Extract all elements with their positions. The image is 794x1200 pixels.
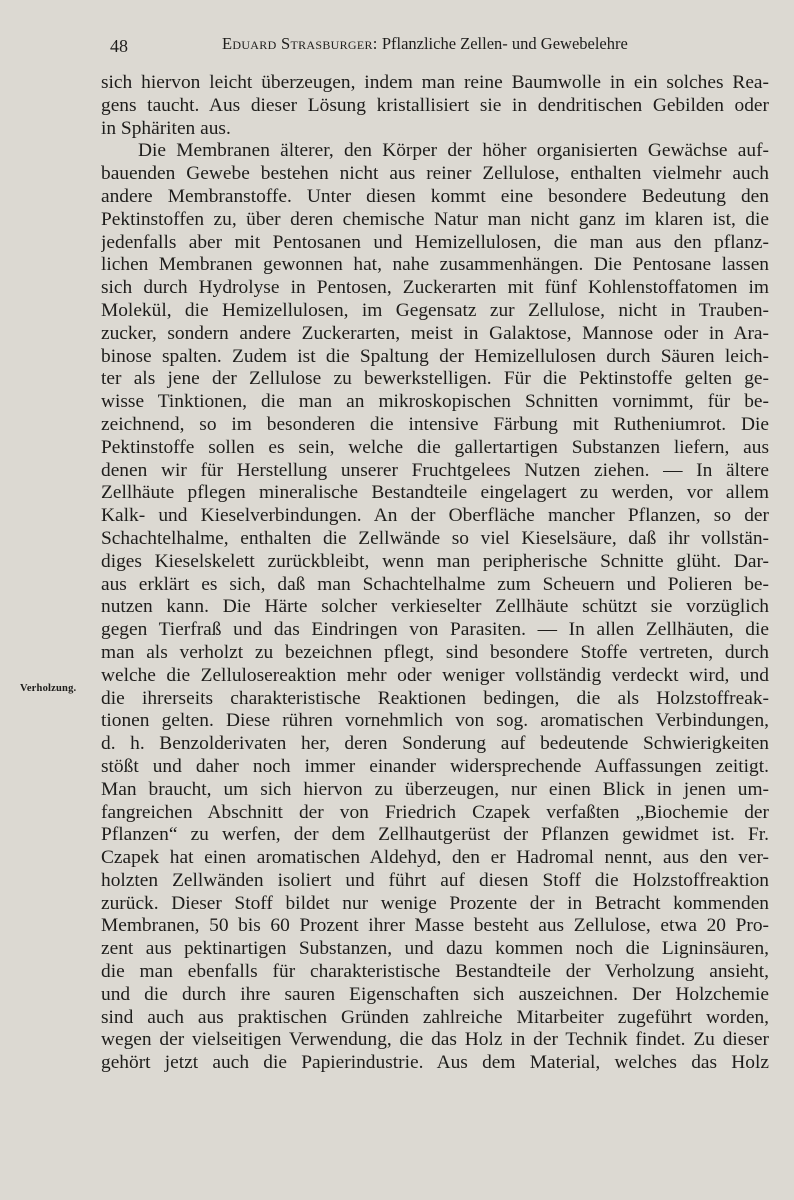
page-number: 48 bbox=[110, 36, 128, 56]
text-line: ter als jene der Zellulose zu bewerkstelligen. Für die Pektinstoffe gelten ge- bbox=[101, 368, 769, 390]
text-line: d. h. Benzolderivaten her, deren Sonderung auf bedeutende Schwierigkeiten bbox=[101, 733, 769, 755]
text-line: Molekül, die Hemizellulosen, im Gegensatz zur Zellulose, nicht in Trauben- bbox=[101, 299, 769, 321]
text-line: Schachtelhalme, enthalten die Zellwände so viel Kieselsäure, daß ihr vollstän- bbox=[101, 527, 769, 549]
text-line: sich hiervon leicht überzeugen, indem man reine Baumwolle in ein solches Rea- bbox=[101, 72, 769, 93]
text-line: gens taucht. Aus dieser Lösung kristallisiert sie in dendritischen Gebilden oder bbox=[101, 94, 769, 116]
text-line: nutzen kann. Die Härte solcher verkieselter Zellhäute schützt sie vorzüglich bbox=[101, 596, 769, 618]
text-line: andere Membranstoffe. Unter diesen kommt eine besondere Bedeutung den bbox=[101, 185, 769, 207]
running-header bbox=[110, 34, 770, 58]
text-line: Czapek hat einen aromatischen Aldehyd, den er Hadromal nennt, aus den ver- bbox=[101, 847, 769, 869]
text-line: diges Kieselskelett zurückbleibt, wenn man peripherische Schnitte glüht. Dar- bbox=[101, 550, 769, 572]
text-line: stößt und daher noch immer einander widersprechende Auffassungen zeitigt. bbox=[101, 755, 769, 777]
text-line: Zellhäute pflegen mineralische Bestandteile eingelagert zu werden, vor allem bbox=[101, 482, 769, 504]
text-line: zeichnend, so im besonderen die intensive Färbung mit Rutheniumrot. Die bbox=[101, 413, 769, 435]
text-line: lichen Membranen gewonnen hat, nahe zusammenhängen. Die Pentosane lassen bbox=[101, 254, 769, 276]
text-line: sich durch Hydrolyse in Pentosen, Zuckerarten mit fünf Kohlenstoffatomen im bbox=[101, 277, 769, 299]
text-line: gegen Tierfraß und das Eindringen von Parasiten. — In allen Zellhäuten, die bbox=[101, 619, 769, 641]
text-line: fangreichen Abschnitt der von Friedrich Czapek verfaßten „Biochemie der bbox=[101, 801, 769, 823]
text-line: gehört jetzt auch die Papierindustrie. Aus dem Material, welches das Holz bbox=[101, 1052, 769, 1074]
running-title bbox=[222, 34, 628, 54]
text-line: wisse Tinktionen, die man an mikroskopischen Schnitten vornimmt, für be- bbox=[101, 391, 769, 413]
text-line: holzten Zellwänden isoliert und führt auf diesen Stoff die Holzstoffreaktion bbox=[101, 869, 769, 891]
text-line: zucker, sondern andere Zuckerarten, meist in Galaktose, Mannose oder in Ara- bbox=[101, 322, 769, 344]
text-line: tionen gelten. Diese rühren vornehmlich von sog. aromatischen Verbindungen, bbox=[101, 710, 769, 732]
text-line: Kalk- und Kieselverbindungen. An der Oberfläche mancher Pflanzen, so der bbox=[101, 505, 769, 527]
header-author: Eduard Strasburger: bbox=[222, 34, 378, 53]
text-line: zent aus pektinartigen Substanzen, und dazu kommen noch die Ligninsäuren, bbox=[101, 938, 769, 960]
text-line: und die durch ihre sauren Eigenschaften sich auszeichnen. Der Holzchemie bbox=[101, 983, 769, 1005]
text-line: Pektinstoffe sollen es sein, welche die gallertartigen Substanzen liefern, aus bbox=[101, 436, 769, 458]
text-line: binose spalten. Zudem ist die Spaltung der Hemizellulosen durch Säuren leich- bbox=[101, 345, 769, 367]
text-line: wegen der vielseitigen Verwendung, die das Holz in der Technik findet. Zu dieser bbox=[101, 1029, 769, 1051]
text-line: Pflanzen“ zu werfen, der dem Zellhautgerüst der Pflanzen gewidmet ist. Fr. bbox=[101, 824, 769, 846]
text-line: aus erklärt es sich, daß man Schachtelhalme zum Scheuern und Polieren be- bbox=[101, 573, 769, 595]
text-line: die man ebenfalls für charakteristische Bestandteile der Verholzung ansieht, bbox=[101, 961, 769, 983]
text-line: Die Membranen älterer, den Körper der höher organisierten Gewächse auf- bbox=[138, 140, 769, 162]
text-line: welche die Zellulosereaktion mehr oder weniger vollständig verdeckt wird, und bbox=[101, 664, 769, 686]
header-title: Pflanzliche Zellen- und Gewebelehre bbox=[381, 34, 628, 53]
text-line: Membranen, 50 bis 60 Prozent ihrer Masse besteht aus Zellulose, etwa 20 Pro- bbox=[101, 915, 769, 937]
text-line: sind auch aus praktischen Gründen zahlreiche Mitarbeiter zugeführt worden, bbox=[101, 1006, 769, 1028]
text-line: Pektinstoffen zu, über deren chemische Natur man nicht ganz im klaren ist, die bbox=[101, 208, 769, 230]
text-line: jedenfalls aber mit Pentosanen und Hemizellulosen, die man aus den pflanz- bbox=[101, 231, 769, 253]
text-line: in Sphäriten aus. bbox=[101, 117, 231, 139]
body-text bbox=[101, 72, 769, 1075]
margin-note: Verholzung. bbox=[20, 683, 77, 694]
text-line: man als verholzt zu bezeichnen pflegt, sind besondere Stoffe vertreten, durch bbox=[101, 641, 769, 663]
text-line: denen wir für Herstellung unserer Fruchtgelees Nutzen ziehen. — In ältere bbox=[101, 459, 769, 481]
text-line: die ihrerseits charakteristische Reaktionen bedingen, die als Holzstoffreak- bbox=[101, 687, 769, 709]
text-line: bauenden Gewebe bestehen nicht aus reiner Zellulose, enthalten vielmehr auch bbox=[101, 163, 769, 185]
text-line: Man braucht, um sich hiervon zu überzeugen, nur einen Blick in jenen um- bbox=[101, 778, 769, 800]
text-line: zurück. Dieser Stoff bildet nur wenige Prozente der in Betracht kommenden bbox=[101, 892, 769, 914]
